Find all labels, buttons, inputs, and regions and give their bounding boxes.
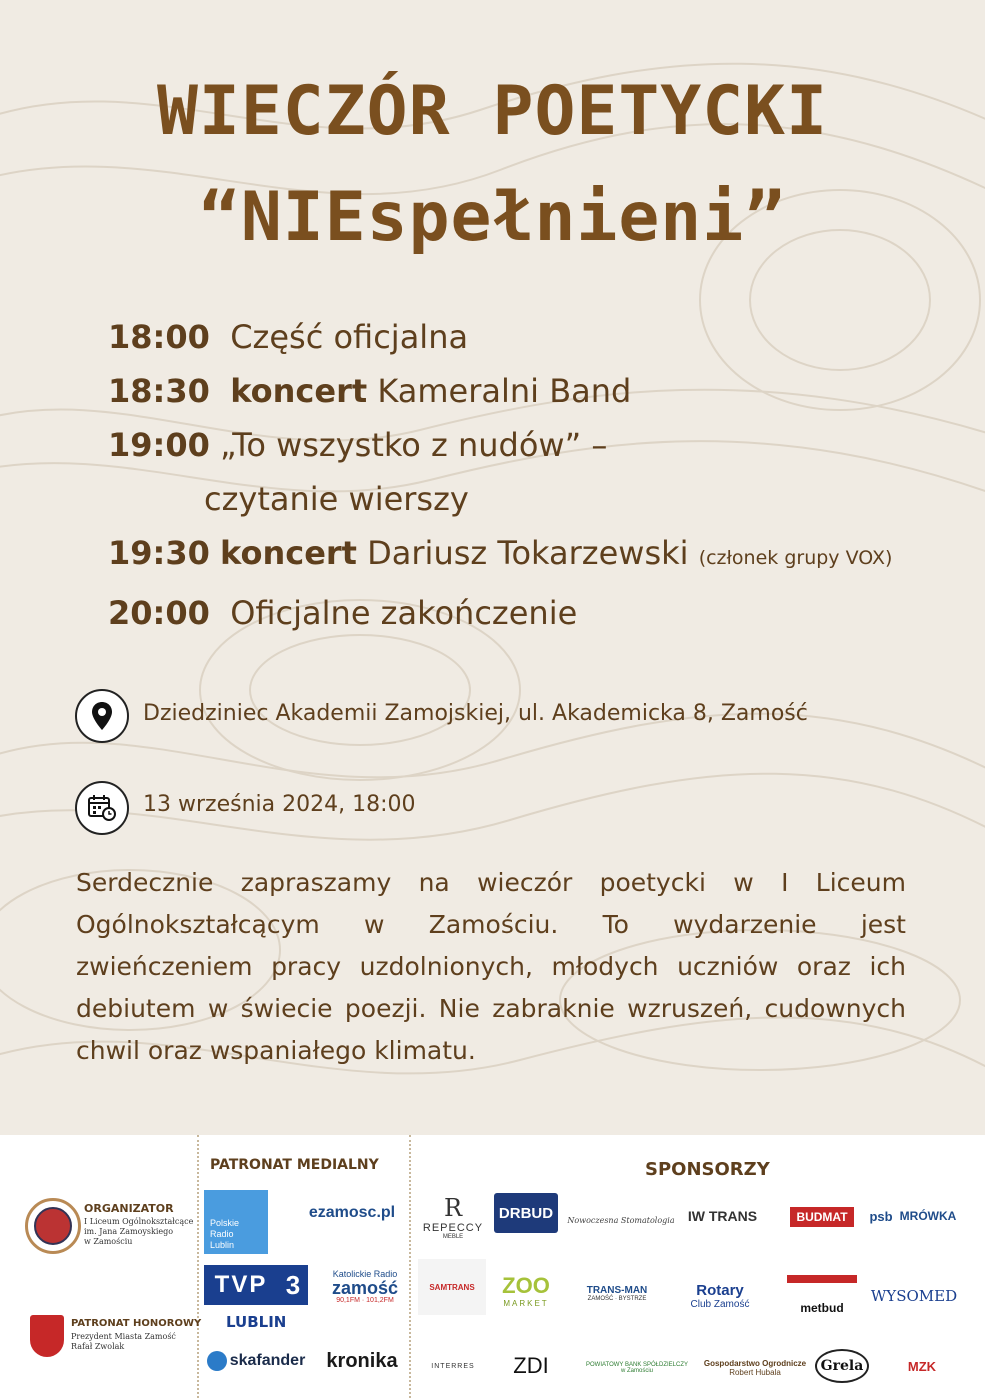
skafander-icon [207, 1351, 227, 1371]
logo-text: zamość [331, 1278, 399, 1298]
logo-text: Polskie [210, 1218, 240, 1228]
schedule-item-continued [204, 480, 469, 518]
kronika-logo: kronika [326, 1349, 398, 1372]
event-subtitle: “NIEspełnieni” [198, 178, 787, 257]
logo-text: Robert Hubala [729, 1368, 781, 1377]
schedule-time: 20:00 [108, 594, 210, 632]
ezamosc-logo: ezamosc.pl [308, 1204, 396, 1221]
schedule-item [108, 372, 631, 410]
schedule-time: 18:00 [108, 318, 210, 356]
zdi-logo: ZDI [513, 1353, 549, 1378]
schedule-bold: koncert [230, 372, 368, 410]
city-coat-of-arms-icon [30, 1315, 64, 1357]
logo-text: REPECCY [422, 1222, 484, 1234]
schedule-item [108, 426, 607, 464]
logo-text: Rotary [696, 1282, 744, 1299]
repeccy-logo [418, 1187, 488, 1247]
schedule-text: Kameralni Band [377, 372, 632, 410]
calendar-clock-icon [75, 781, 129, 835]
honorary-label: PATRONAT HONOROWY [71, 1318, 202, 1329]
description: Serdecznie zapraszamy na wieczór poetycki w I Liceum Ogólnokształcącym w Zamościu. To wydarzenie jest zwieńczeniem pracy uzdolnionych, młodych uczniów oraz ich debiutem w świecie poezji. Nie zabraknie wzruszeń, cudownych chwil oraz wspaniałego klimatu. [76, 868, 906, 1065]
divider [197, 1135, 199, 1398]
logo-text: 90,1FM · 101,2FM [336, 1297, 394, 1304]
schedule-item [108, 534, 892, 572]
organizer-name [84, 1217, 193, 1247]
schedule-item [108, 594, 577, 632]
media-patronage-label: PATRONAT MEDIALNY [210, 1157, 379, 1173]
budmat-logo: BUDMAT [790, 1207, 854, 1227]
organizer-line: im. Jana Zamoyskiego [84, 1227, 174, 1236]
location-text: Dziedziniec Akademii Zamojskiej, ul. Akademicka 8, Zamość [143, 701, 808, 726]
schedule-text: „To wszystko z nudów” – [220, 426, 608, 464]
logo-text: w Zamościu [620, 1368, 653, 1374]
logo-text: POWIATOWY BANK SPÓŁDZIELCZY [585, 1362, 689, 1368]
stomatologia-logo: Nowoczesna Stomatologia [567, 1215, 675, 1225]
samtrans-logo: SAMTRANS [418, 1259, 486, 1315]
schedule-text: Oficjalne zakończenie [230, 594, 578, 632]
organizer-label: ORGANIZATOR [84, 1202, 174, 1215]
logo-text: Radio [210, 1229, 234, 1239]
skafander-logo [200, 1348, 312, 1374]
zoo-market-logo [497, 1259, 555, 1321]
honorary-line: Prezydent Miasta Zamość [71, 1332, 176, 1341]
rotary-logo [675, 1277, 765, 1315]
footer [0, 1135, 985, 1398]
logo-text: ZAMOŚĆ · BYSTRZE [587, 1295, 647, 1302]
katolickie-radio-zamosc-logo [325, 1255, 405, 1311]
logo-text: MEBLE [442, 1234, 464, 1240]
grela-logo: Grela [815, 1349, 869, 1383]
wysomed-logo: WYSOMED [870, 1287, 958, 1305]
metbud-logo: metbud [787, 1275, 857, 1315]
drbud-logo: DRBUD [494, 1193, 558, 1233]
mrowka-logo: MRÓWKA [899, 1209, 957, 1223]
date-text: 13 września 2024, 18:00 [143, 792, 416, 817]
schedule-bold: koncert [220, 534, 357, 572]
logo-text: TRANS-MAN [586, 1284, 648, 1296]
psb-logo: psb [869, 1208, 893, 1224]
logo-text: MARKET [503, 1298, 549, 1308]
schedule-text: czytanie wierszy [204, 480, 469, 518]
honorary-line: Rafał Zwolak [71, 1342, 125, 1351]
trans-man-logo [567, 1277, 667, 1309]
polskie-radio-lublin-logo [204, 1190, 268, 1254]
logo-text: Katolickie Radio [332, 1269, 398, 1279]
honorary-name [71, 1332, 176, 1352]
schedule-item [108, 318, 468, 356]
logo-text: Club Zamość [690, 1299, 750, 1310]
schedule-time: 18:30 [108, 372, 210, 410]
schedule-text: Część oficjalna [230, 318, 469, 356]
tvp3-logo [204, 1265, 308, 1305]
logo-text: Lublin [210, 1240, 235, 1250]
powiatowy-bank-logo [573, 1353, 701, 1383]
iw-trans-logo: IW TRANS [687, 1208, 758, 1224]
logo-text: ZOO [502, 1272, 550, 1298]
repeccy-mark: R [443, 1194, 463, 1222]
logo-text: skafander [229, 1352, 306, 1369]
interres-logo: INTERRES [431, 1362, 475, 1370]
logo-text: TVP [214, 1271, 268, 1298]
sponsors-label: SPONSORZY [645, 1159, 770, 1180]
organizer-line: I Liceum Ogólnokształcące [84, 1217, 194, 1226]
schedule-time: 19:00 [108, 426, 210, 464]
organizer-line: w Zamościu [84, 1237, 133, 1246]
lublin-label: LUBLIN [226, 1313, 287, 1331]
mzk-logo: MZK [907, 1358, 937, 1374]
event-title: WIECZÓR POETYCKI [156, 72, 829, 151]
map-pin-icon [75, 689, 129, 743]
school-emblem-icon [25, 1198, 81, 1254]
logo-text: 3 [285, 1269, 301, 1300]
logo-text: Gospodarstwo Ogrodnicze [703, 1359, 807, 1368]
gospodarstwo-ogrodnicze-logo [703, 1353, 807, 1383]
schedule-time: 19:30 [108, 534, 210, 572]
schedule-text: Dariusz Tokarzewski [367, 534, 689, 572]
divider [409, 1135, 411, 1398]
schedule-note: (członek grupy VOX) [698, 547, 893, 569]
